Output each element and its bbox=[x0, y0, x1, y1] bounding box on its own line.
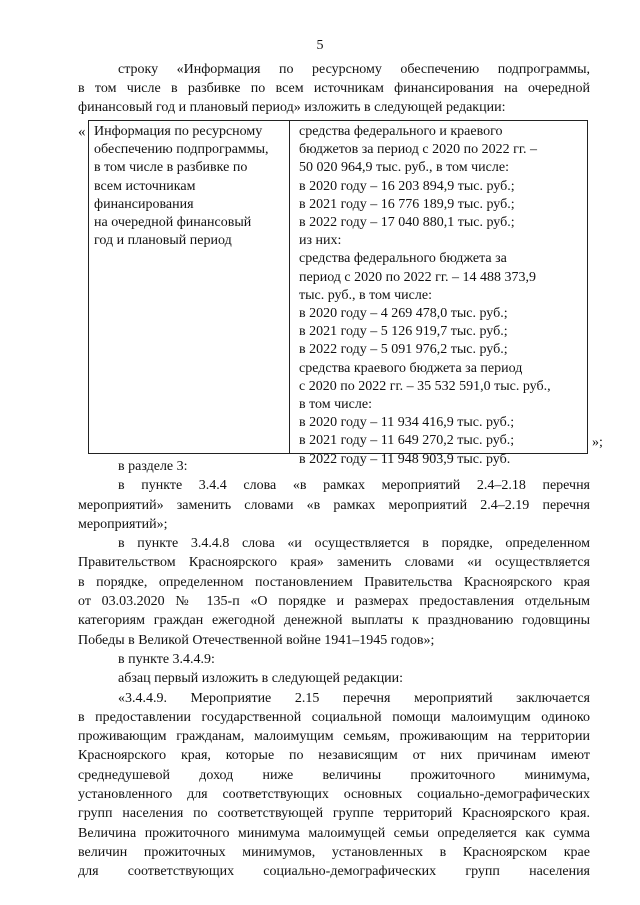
table-right-line: с 2020 по 2022 гг. – 35 532 591,0 тыс. руб., bbox=[299, 378, 551, 394]
table-right-line: в 2022 году – 5 091 976,2 тыс. руб.; bbox=[299, 342, 508, 358]
body-line: Правительством Красноярского края» заменить словами «и осуществляется bbox=[78, 555, 590, 571]
table-right-line: в 2021 году – 11 649 270,2 тыс. руб.; bbox=[299, 433, 515, 449]
intro-paragraph bbox=[78, 60, 590, 117]
table-right-line: в 2022 году – 11 948 903,9 тыс. руб. bbox=[299, 451, 511, 467]
table-left-line: всем источникам bbox=[94, 178, 196, 194]
body-line: Красноярского края, которые по независящим от них причинам имеют bbox=[78, 748, 590, 764]
body-line: установленного для соответствующих основных социально-демографических bbox=[78, 787, 590, 803]
page-number: 5 bbox=[316, 38, 324, 53]
table-right-line: в 2021 году – 5 126 919,7 тыс. руб.; bbox=[299, 324, 508, 340]
table-right-line: тыс. руб., в том числе: bbox=[299, 287, 432, 303]
body-line: мероприятий» заменить словами «в рамках мероприятий 2.4–2.19 перечня bbox=[78, 497, 590, 513]
intro-line: в том числе в разбивке по всем источникам финансирования на очередной bbox=[78, 81, 590, 96]
body-line: Величина прожиточного минимума малоимущей семьи определяется как сумма bbox=[78, 825, 590, 841]
table-right-line: в 2022 году – 17 040 880,1 тыс. руб.; bbox=[299, 215, 515, 231]
body-line: в пункте 3.4.4 слова «в рамках мероприятий 2.4–2.18 перечня bbox=[118, 478, 590, 494]
body-line: в порядке, определенном постановлением Правительства Красноярского края bbox=[78, 574, 590, 590]
table-right-cell bbox=[299, 123, 584, 469]
table-column-divider bbox=[289, 121, 290, 453]
body-line: для соответствующих социально-демографических групп населения bbox=[78, 864, 590, 880]
table-right-line: средства краевого бюджета за период bbox=[299, 360, 523, 376]
table-right-line: период с 2020 по 2022 гг. – 14 488 373,9 bbox=[299, 269, 537, 285]
table-left-line: обеспечению подпрограммы, bbox=[94, 142, 269, 158]
body-line: в пункте 3.4.4.9: bbox=[118, 651, 215, 667]
body-line: проживающим гражданам, малоимущим семьям, проживающим на территории bbox=[78, 729, 590, 745]
table-left-cell bbox=[94, 123, 284, 250]
body-line: групп населения по соответствующей группе территорий Красноярского края. bbox=[78, 806, 590, 822]
table-left-line: на очередной финансовый bbox=[94, 215, 252, 231]
table-left-line: в том числе в разбивке по bbox=[94, 160, 248, 176]
table-right-line: средства федерального бюджета за bbox=[299, 251, 507, 267]
body-line: абзац первый изложить в следующей редакции: bbox=[118, 671, 404, 687]
table-right-line: бюджетов за период с 2020 по 2022 гг. – bbox=[299, 142, 538, 158]
table-right-line: из них: bbox=[299, 233, 342, 249]
table-left-line: финансирования bbox=[94, 196, 194, 212]
body-line: среднедушевой доход ниже величины прожиточного минимума, bbox=[78, 767, 590, 783]
body-line: в предоставлении государственной социальной помощи малоимущим одиноко bbox=[78, 709, 590, 725]
body-line: мероприятий»; bbox=[78, 516, 168, 532]
body-line: Победы в Великой Отечественной войне 1941–1945 годов»; bbox=[78, 632, 435, 648]
opening-quote: « bbox=[78, 124, 86, 140]
table-left-line: год и плановый период bbox=[94, 233, 232, 249]
body-line: величин прожиточных минимумов, установленных в Красноярском крае bbox=[78, 844, 590, 860]
intro-line: строку «Информация по ресурсному обеспечению подпрограммы, bbox=[118, 62, 590, 77]
table-right-line: 50 020 964,9 тыс. руб., в том числе: bbox=[299, 160, 509, 176]
table-right-line: в 2020 году – 4 269 478,0 тыс. руб.; bbox=[299, 306, 508, 322]
table-right-line: в том числе: bbox=[299, 397, 372, 413]
table-right-line: средства федерального и краевого bbox=[299, 124, 503, 139]
table-right-line: в 2021 году – 16 776 189,9 тыс. руб.; bbox=[299, 196, 515, 212]
body-line: «3.4.4.9. Мероприятие 2.15 перечня мероприятий заключается bbox=[118, 690, 590, 706]
table-right-line: в 2020 году – 16 203 894,9 тыс. руб.; bbox=[299, 178, 515, 194]
body-text bbox=[78, 457, 590, 882]
body-line: в разделе 3: bbox=[118, 459, 188, 474]
body-line: в пункте 3.4.4.8 слова «и осуществляется в порядке, определенном bbox=[118, 536, 590, 552]
body-line: от 03.03.2020 № 135-п «О порядке и размерах предоставления отдельным bbox=[78, 594, 590, 610]
table-left-line: Информация по ресурсному bbox=[94, 124, 263, 139]
closing-quote: »; bbox=[592, 435, 603, 450]
table-right-line: в 2020 году – 11 934 416,9 тыс. руб.; bbox=[299, 415, 515, 431]
intro-line: финансовый год и плановый период» изложить в следующей редакции: bbox=[78, 100, 506, 115]
body-line: категориям граждан ежегодной денежной выплаты к празднованию годовщины bbox=[78, 613, 590, 629]
